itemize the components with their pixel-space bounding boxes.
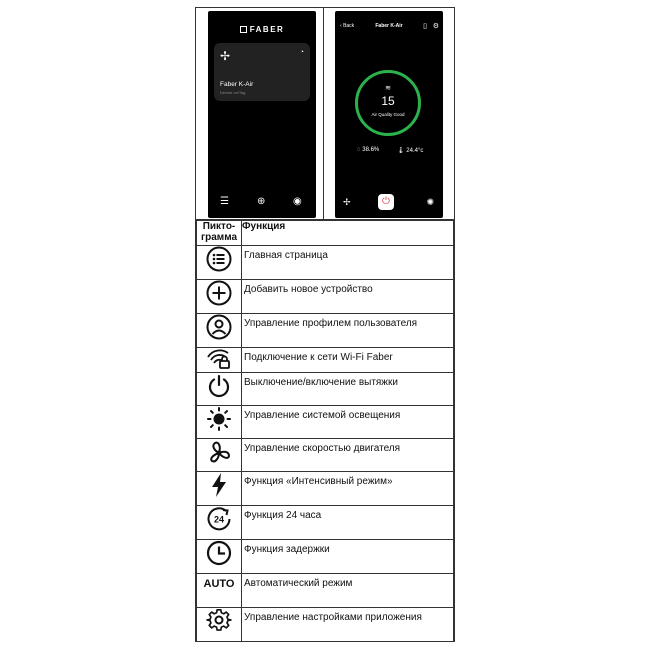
table-row (197, 246, 454, 280)
svg-text:24: 24 (213, 514, 225, 525)
function-label: Главная страница (242, 246, 454, 280)
user-circle-icon (197, 314, 242, 348)
wifi-icon: ◔ (299, 49, 304, 56)
top-bar (335, 23, 443, 33)
function-label: Выключение/включение вытяжки (242, 373, 454, 406)
table-row (197, 506, 454, 540)
table-row (197, 280, 454, 314)
light-icon[interactable]: ✺ (426, 197, 434, 207)
table-header (197, 221, 454, 246)
device-name: Faber K-Air (220, 81, 254, 88)
device-status: Device on/Tag (220, 90, 246, 95)
lightning-icon (197, 472, 242, 506)
gear-icon[interactable]: ⚙ (432, 23, 439, 30)
humidity-readout: ◌ 38.6% (357, 147, 380, 153)
phone-device-screen (335, 11, 443, 218)
table-row (197, 574, 454, 608)
function-label: Добавить новое устройство (242, 280, 454, 314)
back-button[interactable]: ‹ Back (340, 23, 355, 29)
temperature-readout: 🌡 24.4°c (397, 148, 424, 154)
header-icon-col: Пикто- грамма (197, 221, 242, 246)
air-quality-label: Air Quality Good (371, 112, 405, 117)
hood-icon[interactable]: ▯ (423, 23, 427, 30)
brand-logo: FABER (208, 25, 316, 34)
clock-24-icon (197, 506, 242, 540)
function-label: Управление системой освещения (242, 406, 454, 439)
gear-icon (197, 608, 242, 642)
auto-icon: AUTO (197, 574, 242, 608)
screenshots-area (196, 8, 454, 219)
table-row (197, 373, 454, 406)
device-card[interactable] (214, 43, 310, 101)
function-label: Функция «Интенсивный режим» (242, 472, 454, 506)
air-quality-value: 15 (381, 94, 395, 108)
table-row (197, 314, 454, 348)
function-label: Управление скоростью двигателя (242, 439, 454, 472)
device-title: Faber K-Air (375, 23, 403, 29)
power-icon (197, 373, 242, 406)
function-label: Функция 24 часа (242, 506, 454, 540)
table-row (197, 439, 454, 472)
plus-circle-icon (197, 280, 242, 314)
fan-icon[interactable]: ✢ (343, 197, 351, 207)
divider (323, 8, 324, 219)
power-button[interactable]: ⏻ (378, 194, 394, 210)
bottom-nav (208, 196, 316, 208)
function-label: Подключение к сети Wi-Fi Faber (242, 348, 454, 373)
table-row (197, 472, 454, 506)
icon-legend-table (196, 220, 454, 642)
function-label: Функция задержки (242, 540, 454, 574)
user-icon[interactable]: ◉ (293, 196, 302, 207)
table-row (197, 608, 454, 642)
list-icon (197, 246, 242, 280)
function-label: Управление профилем пользователя (242, 314, 454, 348)
fan-icon: ✢ (220, 49, 231, 63)
air-icon: ≋ (385, 85, 391, 92)
function-label: Управление настройками приложения (242, 608, 454, 642)
plus-icon[interactable]: ⊕ (257, 196, 266, 207)
function-label: Автоматический режим (242, 574, 454, 608)
table-row (197, 348, 454, 373)
list-icon[interactable]: ☰ (220, 196, 229, 207)
control-bar (335, 194, 443, 210)
fan-icon (197, 439, 242, 472)
header-function-col: Функция (242, 221, 454, 246)
phone-home-screen (208, 11, 316, 218)
wifi-lock-icon (197, 348, 242, 373)
table-row (197, 540, 454, 574)
light-icon (197, 406, 242, 439)
table-row (197, 406, 454, 439)
air-quality-ring (355, 70, 421, 136)
clock-icon (197, 540, 242, 574)
